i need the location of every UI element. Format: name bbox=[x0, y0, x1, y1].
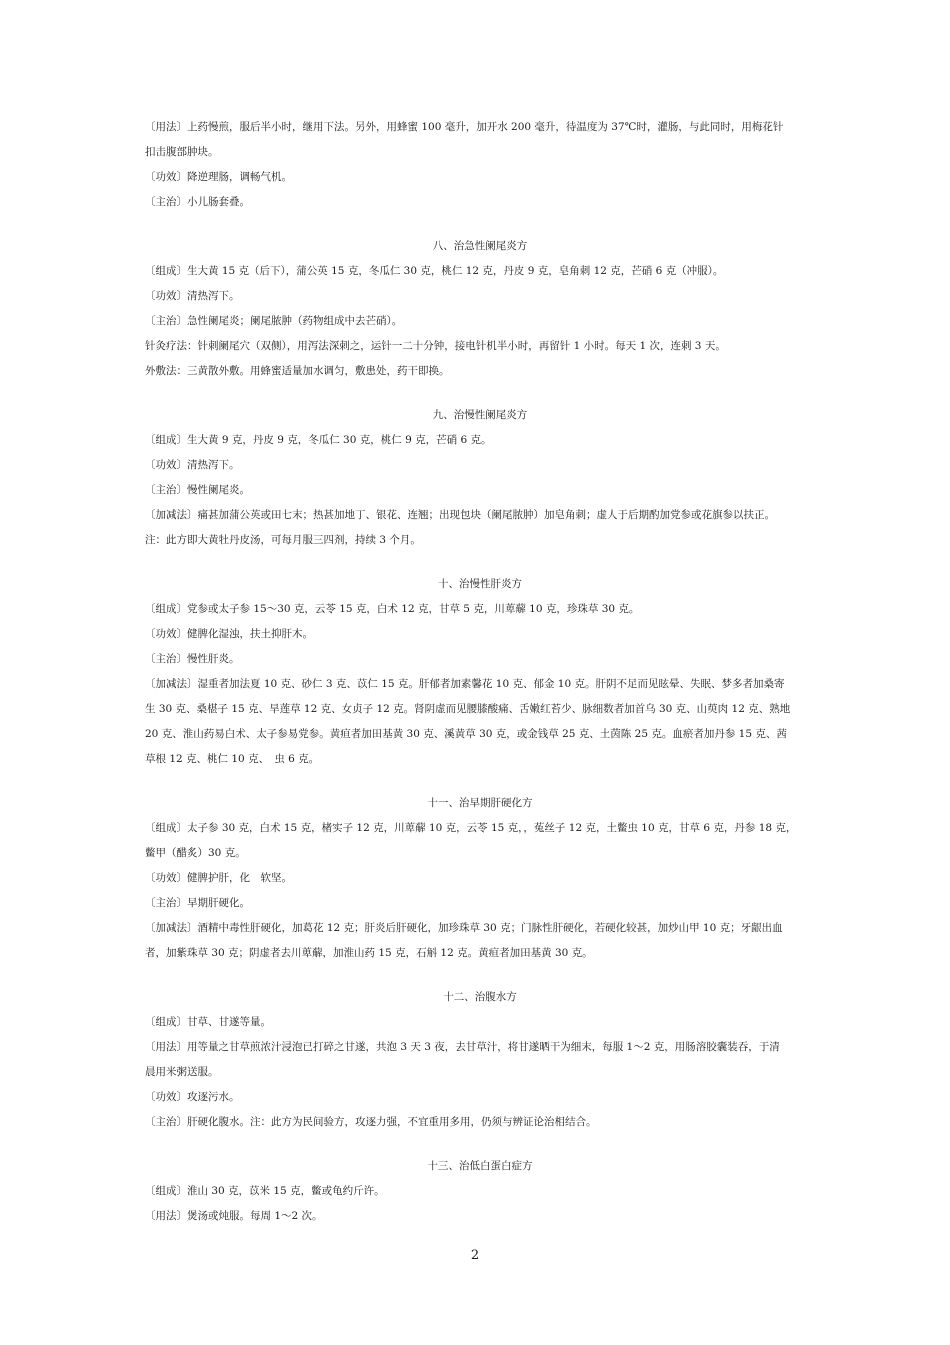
composition-line: 〔组成〕生大黄 15 克（后下），蒲公英 15 克，冬瓜仁 30 克，桃仁 12 克，丹皮 9 克，皂角刺 12 克，芒硝 6 克（冲服）。 bbox=[145, 265, 724, 277]
effect-line: 〔功效〕清热泻下。 bbox=[145, 459, 240, 471]
modification-line: 〔加减法〕湿重者加法夏 10 克、砂仁 3 克、苡仁 15 克。肝郁者加素馨花 10 克、郁金 10 克。肝阴不足而见眩晕、失眠、梦多者加桑寄 bbox=[145, 678, 785, 690]
section-heading-13: 十三、治低白蛋白症方 bbox=[427, 1160, 533, 1172]
effect-line: 〔功效〕降逆理肠，调畅气机。 bbox=[145, 171, 292, 183]
usage-line: 〔用法〕煲汤或炖服。每周 1～2 次。 bbox=[145, 1210, 323, 1222]
usage-line: 〔用法〕上药慢煎，服后半小时，继用下法。另外，用蜂蜜 100 毫升，加开水 200 毫升，待温度为 37℃时，灌肠，与此同时，用梅花针 bbox=[145, 121, 784, 133]
indication-line: 〔主治〕小儿肠套叠。 bbox=[145, 196, 250, 208]
effect-line: 〔功效〕健脾护肝，化 软坚。 bbox=[145, 872, 292, 884]
indication-line: 〔主治〕慢性阑尾炎。 bbox=[145, 484, 250, 496]
modification-line-continued: 20 克、淮山药易白术、太子参易党参。黄疸者加田基黄 30 克、溪黄草 30 克，或金钱草 25 克、土茵陈 25 克。血瘀者加丹参 15 克、茜 bbox=[145, 728, 787, 740]
external-application-line: 外敷法：三黄散外敷。用蜂蜜适量加水调匀，敷患处，药干即换。 bbox=[145, 365, 450, 377]
modification-line-continued: 草根 12 克、桃仁 10 克、 虫 6 克。 bbox=[145, 753, 320, 765]
modification-line-continued: 者，加紫珠草 30 克；阴虚者去川萆薢，加淮山药 15 克，石斛 12 克。黄疸者加田基黄 30 克。 bbox=[145, 947, 593, 959]
composition-line: 〔组成〕生大黄 9 克，丹皮 9 克，冬瓜仁 30 克，桃仁 9 克，芒硝 6 克。 bbox=[145, 434, 492, 446]
section-heading-9: 九、治慢性阑尾炎方 bbox=[432, 409, 528, 421]
effect-line: 〔功效〕清热泻下。 bbox=[145, 290, 240, 302]
page-number: 2 bbox=[470, 1248, 480, 1263]
section-heading-10: 十、治慢性肝炎方 bbox=[438, 578, 522, 590]
composition-line-continued: 鳖甲（醋炙）30 克。 bbox=[145, 847, 246, 859]
composition-line: 〔组成〕甘草、甘遂等量。 bbox=[145, 1016, 271, 1028]
indication-line: 〔主治〕慢性肝炎。 bbox=[145, 653, 240, 665]
indication-line: 〔主治〕早期肝硬化。 bbox=[145, 897, 250, 909]
effect-line: 〔功效〕攻逐污水。 bbox=[145, 1091, 240, 1103]
section-heading-11: 十一、治早期肝硬化方 bbox=[427, 797, 533, 809]
modification-line: 〔加减法〕痛甚加蒲公英或田七末；热甚加地丁、银花、连翘；出现包块（阑尾脓肿）加皂角刺；虚人于后期酌加党参或花旗参以扶正。 bbox=[145, 509, 775, 521]
indication-line: 〔主治〕肝硬化腹水。注：此方为民间验方，攻逐力强，不宜重用多用，仍须与辨证论治相结合。 bbox=[145, 1116, 597, 1128]
composition-line: 〔组成〕太子参 30 克，白术 15 克，楮实子 12 克，川萆薢 10 克，云苓 15 克，，菟丝子 12 克，土鳖虫 10 克，甘草 6 克，丹参 18 克， bbox=[145, 822, 797, 834]
note-line: 注：此方即大黄牡丹皮汤，可每月服三四剂，持续 3 个月。 bbox=[145, 534, 421, 546]
section-heading-12: 十二、治腹水方 bbox=[443, 991, 517, 1003]
composition-line: 〔组成〕党参或太子参 15～30 克，云苓 15 克，白术 12 克，甘草 5 克，川萆薢 10 克，珍珠草 30 克。 bbox=[145, 603, 640, 615]
usage-line: 〔用法〕用等量之甘草煎浓汁浸泡已打碎之甘遂，共泡 3 天 3 夜，去甘草汁，将甘遂晒干为细末，每服 1～2 克，用肠溶胶囊装吞，于清 bbox=[145, 1041, 780, 1053]
modification-line-continued: 生 30 克、桑椹子 15 克、旱莲草 12 克、女贞子 12 克。肾阴虚而见腰膝酸痛、舌嫩红苔少、脉细数者加首乌 30 克、山萸肉 12 克、熟地 bbox=[145, 703, 791, 715]
acupuncture-line: 针灸疗法：针刺阑尾穴（双侧），用泻法深刺之，运针一二十分钟，接电针机半小时，再留针 1 小时。每天 1 次，连刺 3 天。 bbox=[145, 340, 726, 352]
usage-line-continued: 扣击腹部肿块。 bbox=[145, 146, 219, 158]
composition-line: 〔组成〕淮山 30 克，苡米 15 克，鳖或龟约斤许。 bbox=[145, 1185, 385, 1197]
section-heading-8: 八、治急性阑尾炎方 bbox=[432, 240, 528, 252]
effect-line: 〔功效〕健脾化湿浊，扶土抑肝木。 bbox=[145, 628, 313, 640]
indication-line: 〔主治〕急性阑尾炎；阑尾脓肿（药物组成中去芒硝）。 bbox=[145, 315, 403, 327]
modification-line: 〔加减法〕酒精中毒性肝硬化，加葛花 12 克；肝炎后肝硬化，加珍珠草 30 克；门脉性肝硬化，若硬化较甚，加炒山甲 10 克；牙龈出血 bbox=[145, 922, 783, 934]
usage-line-continued: 晨用米粥送服。 bbox=[145, 1066, 219, 1078]
